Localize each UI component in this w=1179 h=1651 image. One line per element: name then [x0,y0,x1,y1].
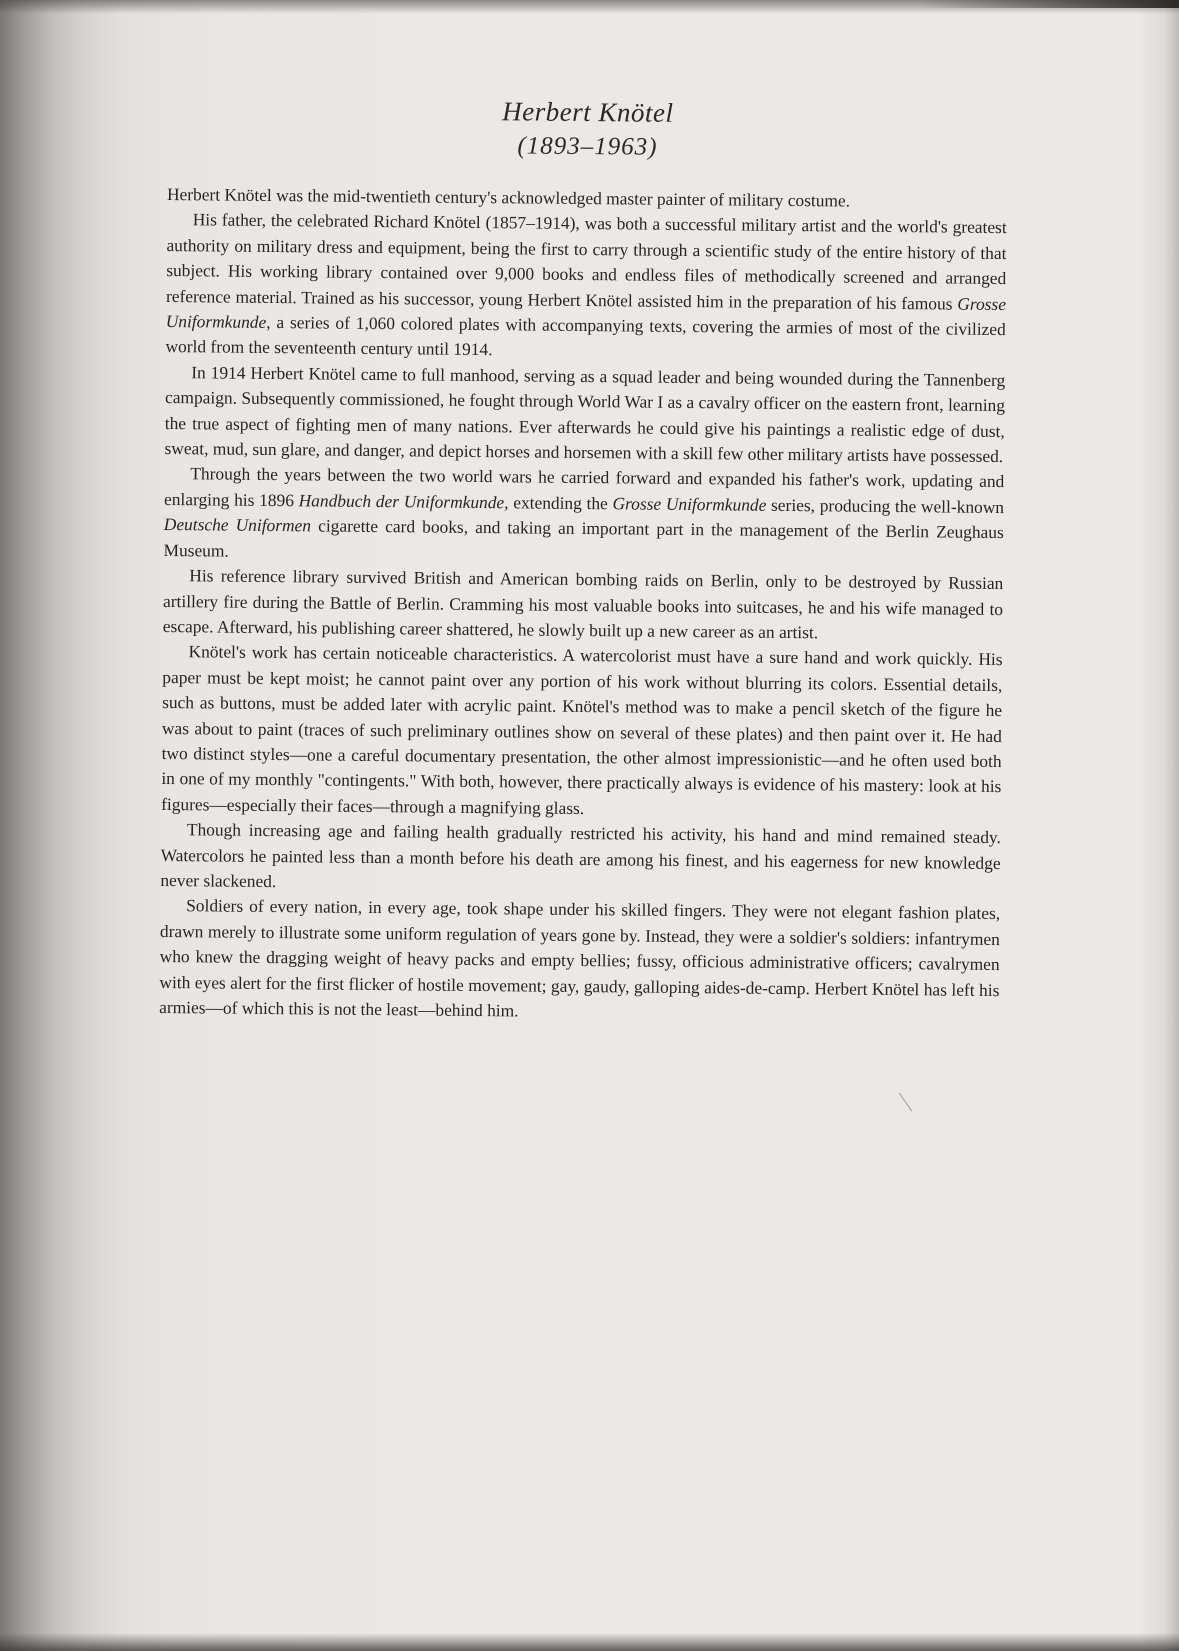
text-run: His father, the celebrated Richard Knötel (1857–1914), was both a successful military artist and the world's greatest authority on military dress and equipment, being the first to carry through a scientific study of the entire history of that subject. His working library contained over 9,000 books and endless files of methodically screened and arranged reference material. Trained as his successor, young Herbert Knötel assisted him in the preparation of his famous [165,209,1007,314]
text-run: Herbert Knötel was the mid-twentieth century's acknowledged master painter of military costume. [166,183,851,211]
text-run: series, producing the well-known [766,494,1005,517]
text-run: , a series of 1,060 colored plates with accompanying texts, covering the armies of most of the civilized world from the seventeenth century until 1914. [165,311,1006,360]
page-edge-strip [919,0,1179,8]
article [159,90,1008,1028]
text-run: Soldiers of every nation, in every age, took shape under his skilled fingers. They were not elegant fashion plates, drawn merely to illustrate some uniform regulation of years gone by. Instead, they were a soldier's soldiers: infantrymen who knew the dragging weight of heavy packs and empty bellies; fussy, officious administrative officers; cavalrymen with eyes alert for the first flicker of hostile movement; gay, gaudy, galloping aides-de-camp. Herbert Knötel has left his armies—of which this is not the least—behind him. [159,895,1001,1021]
article-body [159,182,1007,1028]
article-paragraph [163,563,1004,647]
text-run: , extending the [504,492,613,514]
article-paragraph [160,817,1001,901]
article-paragraph [164,360,1005,470]
text-run: His reference library survived British and American bombing raids on Berlin, only to be destroyed by Russian artillery fire during the Battle of Berlin. Cramming his most valuable books into suitcases, he and his wife managed to escape. Afterward, his publishing career shattered, he slowly built up a new career as an artist. [162,565,1004,643]
article-paragraph [163,461,1004,571]
italic-title-run: Deutsche Uniformen [163,514,312,536]
text-run: Knötel's work has certain noticeable characteristics. A watercolorist must have a sure hand and work quickly. His paper must be kept moist; he cannot paint over any portion of his work without blurring its colors. Essential details, such as buttons, must be added later with acrylic paint. Knötel's method was to make a pencil sketch of the figure he was about to paint (traces of such preliminary outlines show on several of these plates) and then paint over it. He had two distinct styles—one a careful documentary presentation, the other almost impressionistic—and he often used both in one of my monthly "contingents." With both, however, there practically always is evidence of his mastery: look at his figures—especially their faces—through a magnifying glass. [161,641,1003,818]
article-paragraph [159,893,1000,1028]
pencil-mark [899,1093,912,1112]
page-bottom-shadow [0,1633,1179,1651]
text-run: Though increasing age and failing health gradually restricted his activity, his hand and mind remained steady. Watercolors he painted less than a month before his death are among his finest, and his eagerness for new knowledge never slackened. [160,819,1001,892]
text-run: Through the years between the two world wars he carried forward and expanded his father's work, updating and enlarging his 1896 [163,463,1005,511]
article-paragraph [161,639,1003,825]
italic-title-run: Handbuch der Uniformkunde [298,490,505,513]
text-run: In 1914 Herbert Knötel came to full manhood, serving as a squad leader and being wounded during the Tannenberg campaign. Subsequently commissioned, he fought through World War I as a cavalry officer on the eastern front, learning the true aspect of fighting men of many nations. Ever afterwards he could give his paintings a realistic edge of dust, sweat, mud, sun glare, and danger, and depict horses and horsemen with a skill few other military artists have possessed. [164,362,1006,467]
article-title: Herbert Knötel [502,96,674,128]
text-run: cigarette card books, and taking an important part in the management of the Berlin Zeughaus Museum. [163,515,1004,561]
article-dates: (1893–1963) [517,132,658,161]
italic-title-run: Grosse Uniformkunde [165,293,1007,332]
article-paragraph [165,207,1006,367]
italic-title-run: Grosse Uniformkunde [612,493,767,515]
